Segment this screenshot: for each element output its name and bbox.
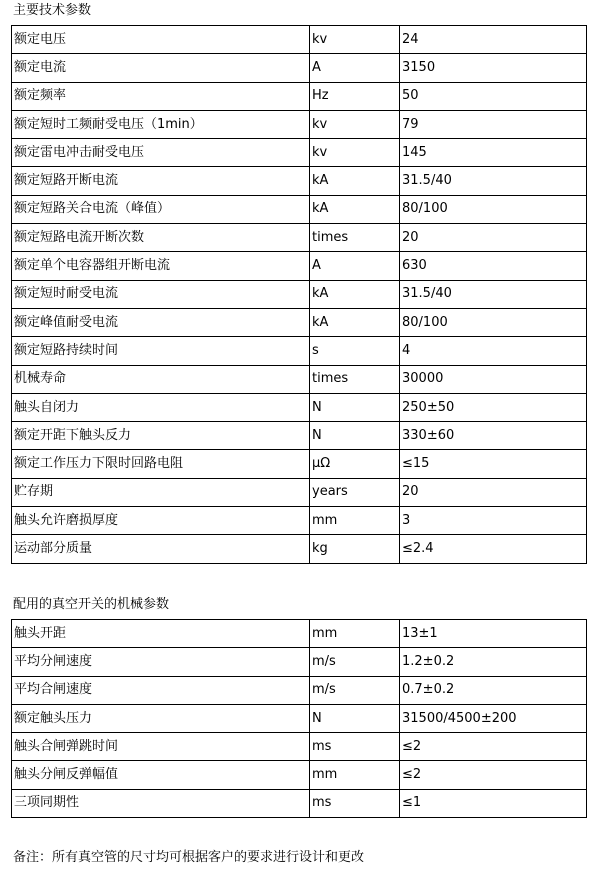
unit-cell: years xyxy=(310,478,400,506)
table-row xyxy=(12,167,587,195)
table-row xyxy=(12,620,587,648)
param-name-cell: 额定峰值耐受电流 xyxy=(12,308,310,336)
table-row xyxy=(12,337,587,365)
unit-cell: kA xyxy=(310,280,400,308)
param-name-cell: 触头允许磨损厚度 xyxy=(12,507,310,535)
unit-cell: kv xyxy=(310,26,400,54)
value-cell: 3 xyxy=(400,507,587,535)
value-cell: 80/100 xyxy=(400,308,587,336)
param-name-cell: 三项同期性 xyxy=(12,789,310,817)
main-specs-table-body xyxy=(12,26,587,564)
table-row xyxy=(12,507,587,535)
section-title-mechanical-specs: 配用的真空开关的机械参数 xyxy=(13,597,170,612)
param-name-cell: 平均合闸速度 xyxy=(12,676,310,704)
value-cell: 250±50 xyxy=(400,393,587,421)
section-title-main-specs: 主要技术参数 xyxy=(13,3,92,18)
param-name-cell: 贮存期 xyxy=(12,478,310,506)
table-row xyxy=(12,365,587,393)
unit-cell: mm xyxy=(310,620,400,648)
value-cell: 20 xyxy=(400,478,587,506)
table-row xyxy=(12,54,587,82)
value-cell: 330±60 xyxy=(400,422,587,450)
table-row xyxy=(12,789,587,817)
value-cell: 0.7±0.2 xyxy=(400,676,587,704)
value-cell: 80/100 xyxy=(400,195,587,223)
value-cell: 79 xyxy=(400,110,587,138)
table-row xyxy=(12,195,587,223)
param-name-cell: 额定电流 xyxy=(12,54,310,82)
param-name-cell: 额定工作压力下限时回路电阻 xyxy=(12,450,310,478)
param-name-cell: 触头分闸反弹幅值 xyxy=(12,761,310,789)
value-cell: 31.5/40 xyxy=(400,167,587,195)
table-row xyxy=(12,422,587,450)
unit-cell: times xyxy=(310,224,400,252)
table-row xyxy=(12,648,587,676)
unit-cell: kv xyxy=(310,139,400,167)
table-row xyxy=(12,393,587,421)
param-name-cell: 触头开距 xyxy=(12,620,310,648)
table-row xyxy=(12,535,587,563)
table-row xyxy=(12,252,587,280)
unit-cell: kg xyxy=(310,535,400,563)
param-name-cell: 额定单个电容器组开断电流 xyxy=(12,252,310,280)
value-cell: 31.5/40 xyxy=(400,280,587,308)
unit-cell: kA xyxy=(310,308,400,336)
table-row xyxy=(12,478,587,506)
unit-cell: ms xyxy=(310,789,400,817)
value-cell: ≤2.4 xyxy=(400,535,587,563)
value-cell: 13±1 xyxy=(400,620,587,648)
main-specs-table xyxy=(11,25,587,564)
value-cell: 20 xyxy=(400,224,587,252)
table-row xyxy=(12,450,587,478)
table-row xyxy=(12,26,587,54)
unit-cell: ms xyxy=(310,733,400,761)
table-row xyxy=(12,224,587,252)
param-name-cell: 额定雷电冲击耐受电压 xyxy=(12,139,310,167)
value-cell: ≤2 xyxy=(400,761,587,789)
unit-cell: N xyxy=(310,422,400,450)
table-row xyxy=(12,280,587,308)
param-name-cell: 额定短路开断电流 xyxy=(12,167,310,195)
table-row xyxy=(12,761,587,789)
unit-cell: mm xyxy=(310,761,400,789)
unit-cell: kA xyxy=(310,195,400,223)
table-row xyxy=(12,308,587,336)
unit-cell: m/s xyxy=(310,648,400,676)
unit-cell: kv xyxy=(310,110,400,138)
param-name-cell: 额定电压 xyxy=(12,26,310,54)
param-name-cell: 平均分闸速度 xyxy=(12,648,310,676)
value-cell: ≤2 xyxy=(400,733,587,761)
footnote: 备注：所有真空管的尺寸均可根据客户的要求进行设计和更改 xyxy=(13,850,365,865)
unit-cell: A xyxy=(310,252,400,280)
value-cell: 145 xyxy=(400,139,587,167)
param-name-cell: 额定短路持续时间 xyxy=(12,337,310,365)
value-cell: 30000 xyxy=(400,365,587,393)
mechanical-specs-table xyxy=(11,619,587,818)
param-name-cell: 额定短时工频耐受电压（1min） xyxy=(12,110,310,138)
unit-cell: times xyxy=(310,365,400,393)
table-row xyxy=(12,139,587,167)
table-row xyxy=(12,82,587,110)
param-name-cell: 触头合闸弹跳时间 xyxy=(12,733,310,761)
param-name-cell: 额定短路关合电流（峰值） xyxy=(12,195,310,223)
value-cell: ≤15 xyxy=(400,450,587,478)
param-name-cell: 运动部分质量 xyxy=(12,535,310,563)
unit-cell: mm xyxy=(310,507,400,535)
table-row xyxy=(12,704,587,732)
value-cell: 3150 xyxy=(400,54,587,82)
table-row xyxy=(12,676,587,704)
unit-cell: N xyxy=(310,704,400,732)
param-name-cell: 额定短路电流开断次数 xyxy=(12,224,310,252)
unit-cell: μΩ xyxy=(310,450,400,478)
value-cell: 630 xyxy=(400,252,587,280)
unit-cell: Hz xyxy=(310,82,400,110)
value-cell: 24 xyxy=(400,26,587,54)
value-cell: ≤1 xyxy=(400,789,587,817)
mechanical-specs-table-body xyxy=(12,620,587,818)
value-cell: 1.2±0.2 xyxy=(400,648,587,676)
unit-cell: A xyxy=(310,54,400,82)
param-name-cell: 额定触头压力 xyxy=(12,704,310,732)
value-cell: 31500/4500±200 xyxy=(400,704,587,732)
param-name-cell: 额定频率 xyxy=(12,82,310,110)
unit-cell: m/s xyxy=(310,676,400,704)
unit-cell: kA xyxy=(310,167,400,195)
unit-cell: N xyxy=(310,393,400,421)
param-name-cell: 触头自闭力 xyxy=(12,393,310,421)
table-row xyxy=(12,110,587,138)
param-name-cell: 额定开距下触头反力 xyxy=(12,422,310,450)
table-row xyxy=(12,733,587,761)
value-cell: 50 xyxy=(400,82,587,110)
param-name-cell: 额定短时耐受电流 xyxy=(12,280,310,308)
value-cell: 4 xyxy=(400,337,587,365)
unit-cell: s xyxy=(310,337,400,365)
param-name-cell: 机械寿命 xyxy=(12,365,310,393)
